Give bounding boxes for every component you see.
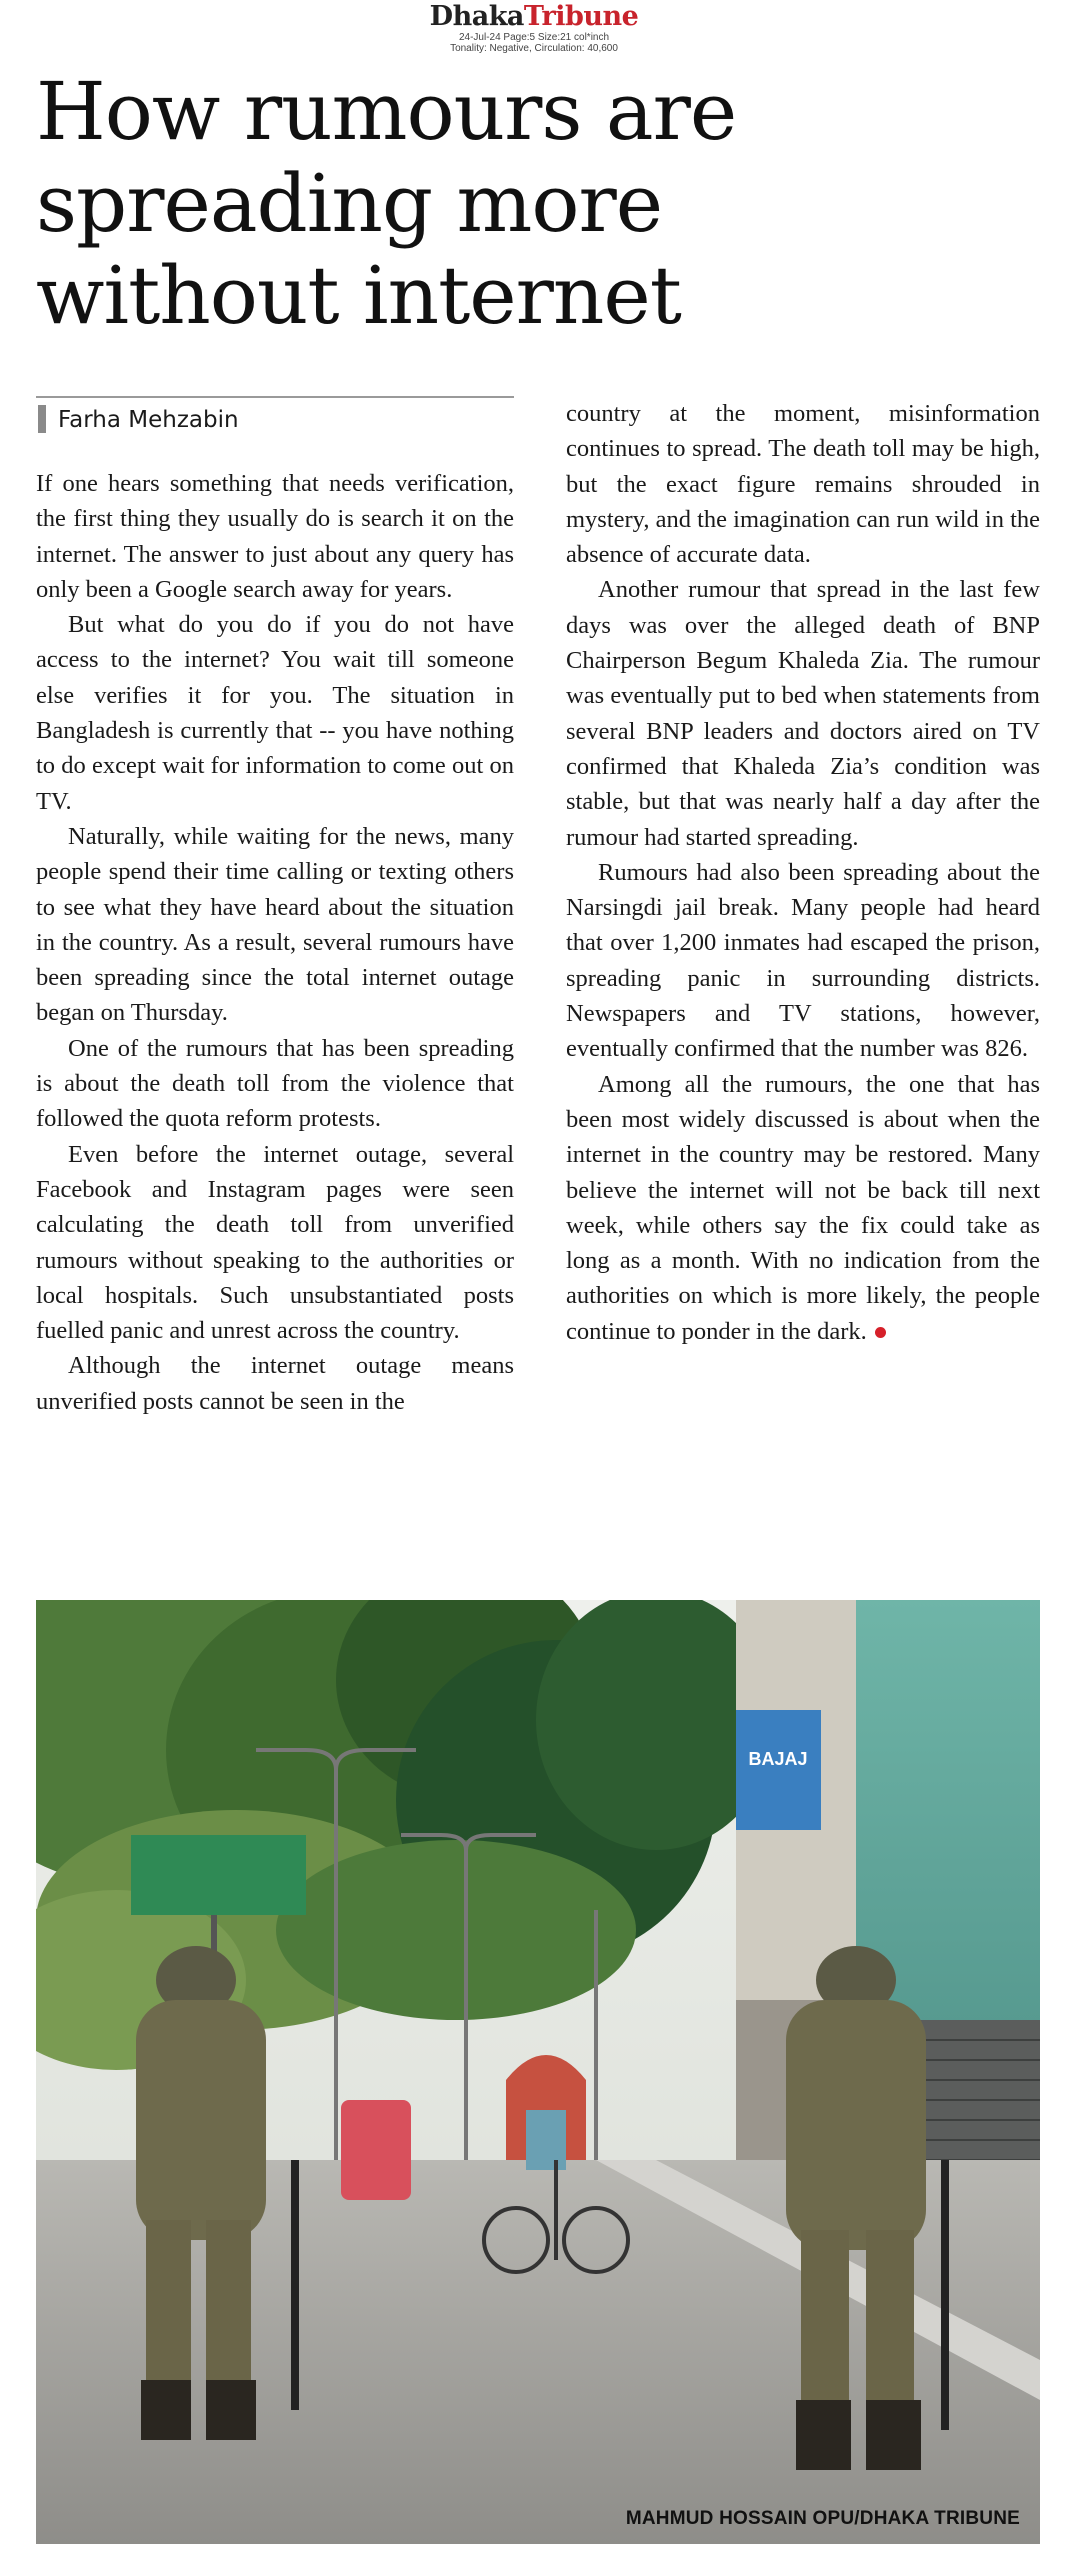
logo-tribune: Tribune <box>523 1 639 32</box>
paragraph: Another rumour that spread in the last few days was over the alleged death of BNP Chairperson Begum Khaleda Zia. The rumour was eventually put to bed when statements from several BNP leaders and doctors aired on TV confirmed that Khaleda Zia’s condition was stable, but that was nearly half a day after the rumour had started spreading. <box>566 576 1040 851</box>
paragraph: Even before the internet outage, several Facebook and Instagram pages were seen calculating the death toll from unverified rumours without speaking to the authorities or local hospitals. Such unsubstantiated posts fuelled panic and unrest across the country. <box>36 1140 514 1345</box>
byline-rule <box>36 396 514 398</box>
article-column-1 <box>36 466 514 1419</box>
paragraph: Rumours had also been spreading about the Narsingdi jail break. Many people had heard that over 1,200 inmates had escaped the prison, spreading panic in surrounding districts. Newspapers and TV stations, however, eventually confirmed that the number was 826. <box>566 858 1040 1063</box>
byline: Farha Mehzabin <box>58 407 239 433</box>
bajaj-sign <box>736 1710 821 1830</box>
road-sign <box>131 1835 306 1915</box>
paragraph-text: Among all the rumours, the one that has been most widely discussed is about when the internet in the country may be restored. Many believe the internet will not be back till next week, while others say the fix could take as long as a month. With no indication from the authorities on which is more likely, the people continue to ponder in the dark. <box>566 1070 1040 1345</box>
paragraph: country at the moment, misinformation continues to spread. The death toll may be high, but the exact figure remains shrouded in mystery, and the imagination can run wild in the absence of accurate data. <box>566 400 1041 569</box>
paragraph: If one hears something that needs verification, the first thing they usually do is search it on the internet. The answer to just about any query has only been a Google search away for years. <box>36 470 514 603</box>
photo-credit: MAHMUD HOSSAIN OPU/DHAKA TRIBUNE <box>625 2508 1020 2529</box>
headline: How rumours are spreading more without internet <box>36 65 737 342</box>
paragraph: Although the internet outage means unverified posts cannot be seen in the <box>36 1352 514 1415</box>
article-column-2 <box>566 396 1040 1349</box>
paragraph: Naturally, while waiting for the news, many people spend their time calling or texting others to see what they have heard about the situation in the country. As a result, several rumours have been spreading since the total internet outage began on Thursday. <box>36 822 514 1027</box>
news-photo <box>36 1600 1040 2544</box>
end-of-story-dot-icon <box>875 1327 886 1338</box>
paragraph-last <box>566 1067 1040 1349</box>
masthead <box>0 2 1068 54</box>
clipping-meta-line-1: 24-Jul-24 Page:5 Size:21 col*inch <box>458 32 610 43</box>
auto-rickshaw <box>341 2100 411 2200</box>
street-scene-illustration <box>36 1600 1040 2544</box>
bajaj-sign-text: BAJAJ <box>748 1749 808 1769</box>
byline-marker <box>38 405 46 433</box>
paragraph: One of the rumours that has been spreading is about the death toll from the violence that followed the quota reform protests. <box>36 1034 514 1133</box>
newspaper-logo <box>0 2 1068 32</box>
logo-dhaka: Dhaka <box>429 1 524 32</box>
paragraph: But what do you do if you do not have access to the internet? You wait till someone else verifies it for you. The situation in Bangladesh is currently that -- you have nothing to do except wait for information to come out on TV. <box>36 611 514 815</box>
clipping-meta-line-2: Tonality: Negative, Circulation: 40,600 <box>450 43 618 54</box>
